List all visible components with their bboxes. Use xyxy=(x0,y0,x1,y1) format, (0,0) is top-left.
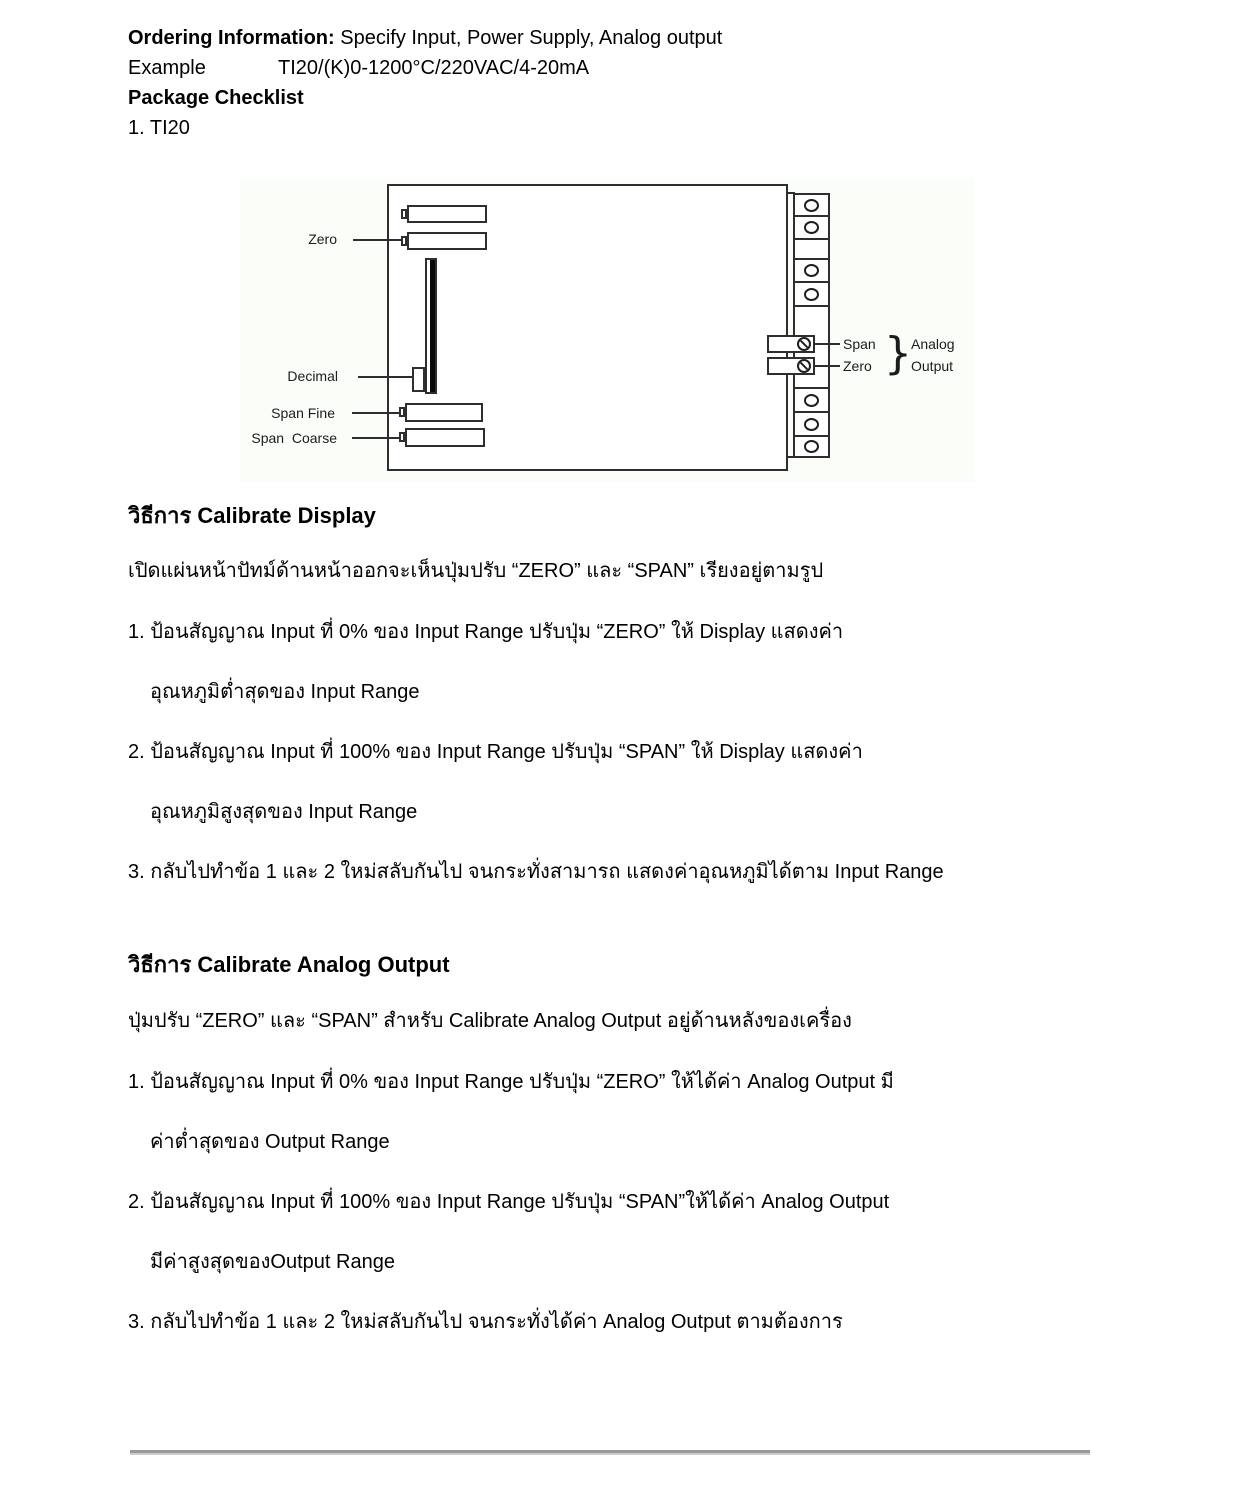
display-step1-line1: 1. ป้อนสัญญาณ Input ที่ 0% ของ Input Range ปรับปุ่ม “ZERO” ให้ Display แสดงค่า xyxy=(128,621,844,643)
span-fine-leader-line xyxy=(352,412,399,414)
ordering-info-line xyxy=(128,27,722,49)
analog-output-label-line1: Analog xyxy=(911,336,955,352)
brace-glyph: } xyxy=(884,328,912,379)
example-value: TI20/(K)0-1200°C/220VAC/4-20mA xyxy=(278,57,590,79)
package-item: 1. TI20 xyxy=(128,117,190,139)
span-coarse-leader-line xyxy=(352,437,399,439)
display-connector xyxy=(425,258,437,394)
analog-step3: 3. กลับไปทำข้อ 1 และ 2 ใหม่สลับกันไป จนกระทั่งได้ค่า Analog Output ตามต้องการ xyxy=(128,1311,843,1333)
span-fine-label: Span Fine xyxy=(271,405,335,421)
terminal-cell xyxy=(795,260,828,283)
calibrate-display-heading: วิธีการ Calibrate Display xyxy=(128,503,376,528)
terminal-hole-icon xyxy=(804,264,819,277)
example-label: Example xyxy=(128,57,206,79)
potentiometer-span-coarse-tab xyxy=(399,432,405,442)
ordering-info-text: Specify Input, Power Supply, Analog output xyxy=(334,27,723,49)
terminal-hole-icon xyxy=(804,221,819,234)
terminal-hole-icon xyxy=(804,199,819,212)
zero-out-label: Zero xyxy=(843,358,872,374)
terminal-hole-icon xyxy=(804,394,819,407)
analog-step2-line1: 2. ป้อนสัญญาณ Input ที่ 100% ของ Input Range ปรับปุ่ม “SPAN”ให้ได้ค่า Analog Output xyxy=(128,1191,890,1213)
terminal-hole-icon xyxy=(804,418,819,431)
zero-leader-line xyxy=(353,239,401,241)
decimal-switch xyxy=(412,367,425,392)
analog-step1-line1: 1. ป้อนสัญญาณ Input ที่ 0% ของ Input Range ปรับปุ่ม “ZERO” ให้ได้ค่า Analog Output มี xyxy=(128,1071,894,1093)
calibrate-analog-intro: ปุ่มปรับ “ZERO” และ “SPAN” สำหรับ Calibrate Analog Output อยู่ด้านหลังของเครื่อง xyxy=(128,1010,852,1032)
analog-span-trimmer xyxy=(767,335,815,353)
decimal-label: Decimal xyxy=(287,368,338,384)
screw-terminal-icon xyxy=(797,359,811,373)
display-step3: 3. กลับไปทำข้อ 1 และ 2 ใหม่สลับกันไป จนกระทั่งสามารถ แสดงค่าอุณหภูมิได้ตาม Input Range xyxy=(128,861,944,883)
terminal-cell xyxy=(795,283,828,307)
footer-divider xyxy=(130,1450,1090,1455)
span-coarse-label: Span Coarse xyxy=(251,430,337,446)
potentiometer-top-tab xyxy=(401,209,407,219)
package-checklist-heading: Package Checklist xyxy=(128,87,304,109)
screw-terminal-icon xyxy=(797,337,811,351)
board-diagram xyxy=(240,177,975,482)
zero-out-leader-line xyxy=(815,365,840,367)
display-step2-line1: 2. ป้อนสัญญาณ Input ที่ 100% ของ Input Range ปรับปุ่ม “SPAN” ให้ Display แสดงค่า xyxy=(128,741,863,763)
span-out-leader-line xyxy=(815,343,840,345)
calibrate-analog-heading: วิธีการ Calibrate Analog Output xyxy=(128,952,450,977)
potentiometer-span-fine xyxy=(405,403,483,422)
terminal-cell-blank xyxy=(795,240,828,260)
span-out-label: Span xyxy=(843,336,876,352)
analog-zero-trimmer xyxy=(767,357,815,375)
analog-step1-line2: ค่าต่ำสุดของ Output Range xyxy=(150,1131,390,1153)
potentiometer-span-fine-tab xyxy=(399,407,405,417)
zero-pot-label: Zero xyxy=(308,231,337,247)
terminal-cell xyxy=(795,195,828,217)
terminal-cell xyxy=(795,437,828,456)
analog-output-label-line2: Output xyxy=(911,358,954,374)
potentiometer-zero-tab xyxy=(401,236,407,246)
potentiometer-zero xyxy=(407,232,487,250)
display-step2-line2: อุณหภูมิสูงสุดของ Input Range xyxy=(150,801,418,823)
terminal-cell xyxy=(795,413,828,437)
ordering-info-label: Ordering Information: xyxy=(128,27,335,49)
terminal-strip xyxy=(793,193,830,458)
analog-step2-line2: มีค่าสูงสุดของOutput Range xyxy=(150,1251,395,1273)
terminal-cell xyxy=(795,389,828,413)
terminal-cell xyxy=(795,217,828,240)
terminal-hole-icon xyxy=(804,440,819,453)
potentiometer-span-coarse xyxy=(405,428,485,447)
potentiometer-top xyxy=(407,205,487,223)
display-connector-bar xyxy=(430,260,435,392)
calibrate-display-intro: เปิดแผ่นหน้าปัทม์ด้านหน้าออกจะเห็นปุ่มปรับ “ZERO” และ “SPAN” เรียงอยู่ตามรูป xyxy=(128,560,824,582)
display-step1-line2: อุณหภูมิต่ำสุดของ Input Range xyxy=(150,681,420,703)
example-line xyxy=(128,57,589,79)
decimal-leader-line xyxy=(358,376,412,378)
terminal-hole-icon xyxy=(804,288,819,301)
